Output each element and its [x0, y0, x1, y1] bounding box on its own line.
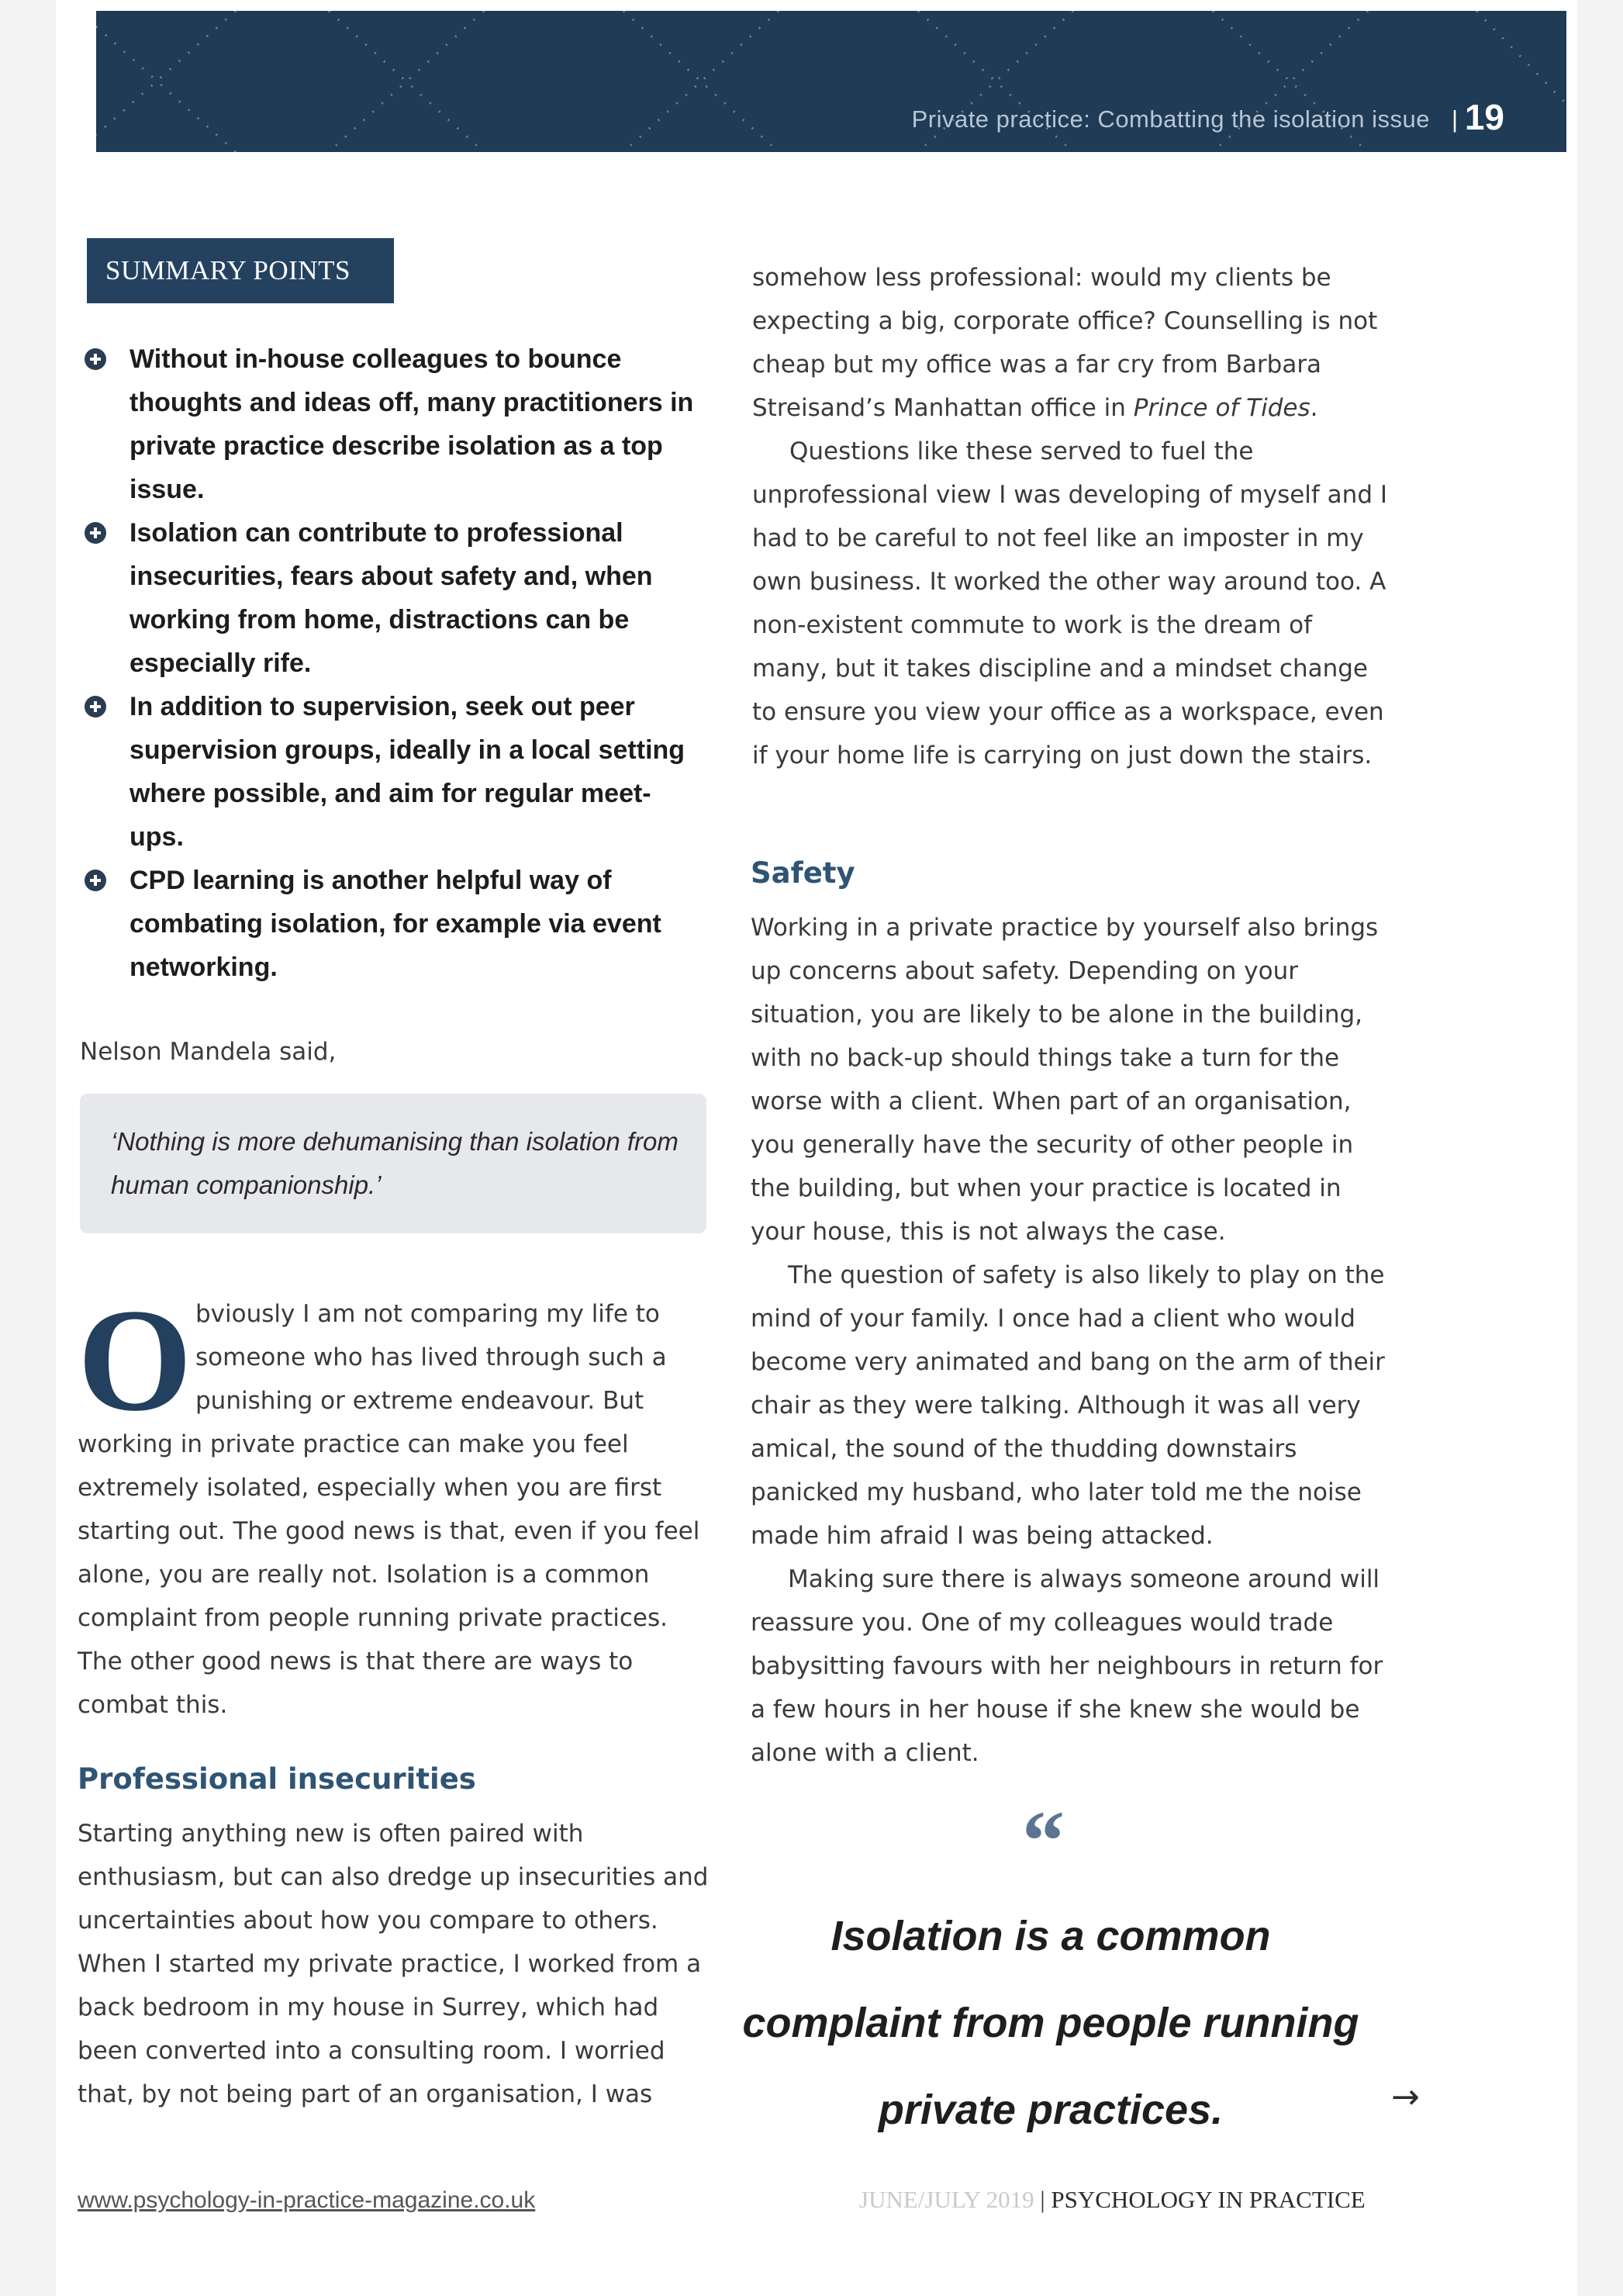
safety-paragraph: Working in a private practice by yourself also brings up concerns about safety. Depending on your situation, you are likely to be alone in the building, with no back-up should things take a turn for the worse with a client. When part of an organisation, you generally have the security of other people in the building, but when your practice is located in your house, this is not always the case. [751, 914, 1379, 1246]
drop-cap: O [78, 1279, 192, 1442]
running-header-separator: | [1451, 105, 1458, 133]
safety-section [751, 906, 1394, 1775]
footer-magazine: PSYCHOLOGY IN PRACTICE [1051, 2186, 1366, 2213]
plus-circle-icon [85, 348, 106, 370]
safety-paragraph: Making sure there is always someone around will reassure you. One of my colleagues would trade babysitting favours with her neighbours in return for a few hours in her house if she knew she would be alone with a client. [751, 1565, 1383, 1767]
intro-first-lines: bviously I am not comparing my life to someone who has lived through such a punishing or extreme endeavour. But [195, 1300, 667, 1415]
summary-point [81, 859, 702, 989]
section-heading-professional: Professional insecurities [78, 1762, 476, 1796]
safety-paragraph: The question of safety is also likely to play on the mind of your family. I once had a client who would become very animated and bang on the arm of their chair as they were talking. Although it was all very amical, the sound of the thudding downstairs panicked my husband, who later told me the noise made him afraid I was being attacked. [751, 1261, 1385, 1550]
footer-masthead [859, 2186, 1366, 2214]
footer-url-link[interactable]: www.psychology-in-practice-magazine.co.uk [78, 2187, 536, 2213]
plus-circle-icon [85, 522, 106, 544]
intro-paragraph: working in private practice can make you feel extremely isolated, especially when you are first starting out. The good news is that, even if you feel alone, you are really not. Isolation is a common complaint from people running private practices. The other good news is that there are ways to combat this. [78, 1430, 700, 1719]
summary-point-text: Without in-house colleagues to bounce thoughts and ideas off, many practitioners in private practice describe isolation as a top issue. [129, 344, 694, 504]
continued-text: somehow less professional: would my clients be expecting a big, corporate office? Counselling is not cheap but my office was a far cry from Barbara Streisand’s Manhattan office in [752, 264, 1378, 422]
section-heading-safety: Safety [751, 856, 855, 890]
running-header-title: Private practice: Combatting the isolation issue [911, 105, 1430, 133]
summary-point [81, 685, 702, 859]
continued-text-end: . [1310, 394, 1318, 422]
quote-text: ‘Nothing is more dehumanising than isolation from human companionship.’ [111, 1127, 679, 1199]
summary-point-text: Isolation can contribute to professional insecurities, fears about safety and, when working from home, distractions can be especially rife. [129, 518, 653, 678]
continued-paragraph [752, 256, 1388, 430]
summary-points-list [81, 337, 702, 989]
footer-separator: | [1040, 2186, 1045, 2213]
column-two-top [752, 256, 1388, 777]
page-header [96, 11, 1566, 152]
footer-date: JUNE/JULY 2019 [859, 2186, 1034, 2213]
pull-quote: Isolation is a common complaint from people running private practices. [742, 1913, 1359, 2133]
arrow-right-icon: → [1391, 2077, 1420, 2117]
page-number: 19 [1464, 97, 1504, 137]
summary-point-text: In addition to supervision, seek out peer supervision groups, ideally in a local setting where possible, and aim for regular meet-ups. [129, 692, 685, 852]
quote-mark-icon: “ [1022, 1793, 1065, 1888]
summary-points-label: SUMMARY POINTS [87, 238, 394, 303]
summary-point [81, 511, 702, 685]
questions-paragraph: Questions like these served to fuel the unprofessional view I was developing of myself and I had to be careful to not feel like an imposter in my own business. It worked the other way around too. A non-existent commute to work is the dream of many, but it takes discipline and a mindset change to ensure you view your office as a workspace, even if your home life is carrying on just down the stairs. [752, 437, 1387, 769]
professional-paragraph: Starting anything new is often paired with enthusiasm, but can also dredge up insecurities and uncertainties about how you compare to others. When I started my private practice, I worked from a back bedroom in my house in Surrey, which had been converted into a consulting room. I worried that, by not being part of an organisation, I was [78, 1820, 709, 2108]
summary-point [81, 337, 702, 511]
summary-point-text: CPD learning is another helpful way of combating isolation, for example via event networking. [129, 866, 661, 982]
mandela-intro: Nelson Mandela said, [80, 1038, 337, 1066]
film-title: Prince of Tides [1133, 394, 1310, 422]
plus-circle-icon [85, 870, 106, 891]
plus-circle-icon [85, 696, 106, 718]
quote-box [80, 1094, 706, 1233]
